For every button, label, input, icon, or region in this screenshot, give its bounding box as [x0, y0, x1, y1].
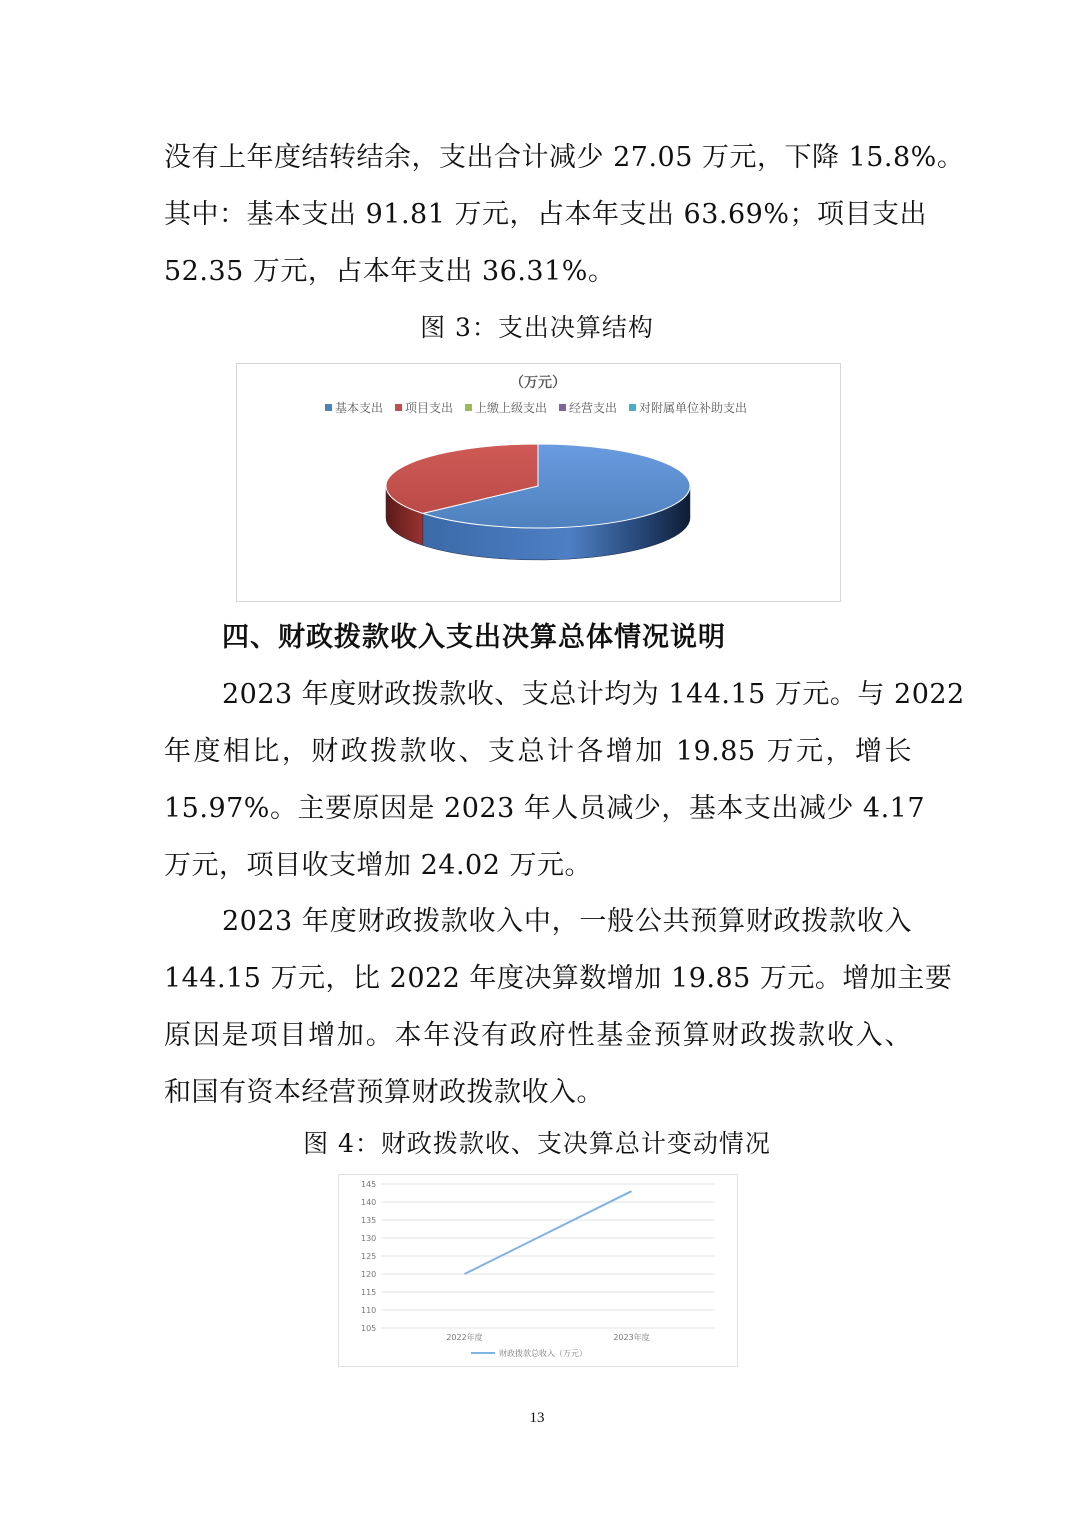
section4-heading: 四、财政拨款收入支出决算总体情况说明 [222, 622, 726, 653]
paragraph2-line3: 15.97%。主要原因是 2023 年人员减少，基本支出减少 4.17 [164, 793, 926, 824]
line-chart-x-tick: 2022年度 [446, 1333, 483, 1342]
pie-legend-swatch [325, 404, 332, 411]
pie-legend-label: 基本支出 [335, 401, 384, 415]
paragraph3-line4: 和国有资本经营预算财政拨款收入。 [164, 1077, 604, 1108]
paragraph3-line1: 2023 年度财政拨款收入中，一般公共预算财政拨款收入 [222, 906, 912, 937]
paragraph2-line4: 万元，项目收支增加 24.02 万元。 [164, 850, 592, 881]
pie-legend-label: 对附属单位补助支出 [639, 401, 748, 415]
pie-slices [386, 444, 690, 560]
paragraph1-line1: 没有上年度结转结余，支出合计减少 27.05 万元，下降 15.8%。 [164, 142, 965, 173]
pie-title: （万元） [510, 375, 566, 391]
line-chart-series-line [465, 1191, 632, 1274]
line-chart-y-tick: 125 [361, 1252, 377, 1261]
line-chart-x-tick: 2023年度 [613, 1333, 650, 1342]
line-chart-x-axis [446, 1332, 649, 1342]
line-chart-y-tick: 115 [361, 1288, 377, 1297]
pie-legend-swatch [559, 404, 566, 411]
line-chart-legend [471, 1348, 587, 1358]
pie-legend-swatch [629, 404, 636, 411]
page-number: 13 [529, 1410, 545, 1426]
line-chart-y-tick: 145 [361, 1180, 377, 1189]
paragraph2-line1: 2023 年度财政拨款收、支总计均为 144.15 万元。与 2022 [222, 679, 965, 710]
pie-legend-swatch [395, 404, 402, 411]
pie-legend-label: 经营支出 [569, 401, 618, 415]
line-chart-y-axis [361, 1180, 376, 1333]
pie-legend-label: 上缴上级支出 [475, 401, 548, 415]
line-chart-container [338, 1174, 738, 1367]
paragraph3-line2: 144.15 万元，比 2022 年度决算数增加 19.85 万元。增加主要 [164, 963, 953, 994]
line-chart [339, 1175, 737, 1366]
line-chart-legend-label: 财政拨款总收入（万元） [499, 1349, 587, 1358]
paragraph3-line3: 原因是项目增加。本年没有政府性基金预算财政拨款收入、 [164, 1020, 912, 1051]
line-chart-y-tick: 110 [361, 1306, 377, 1315]
figure4-caption: 图 4：财政拨款收、支决算总计变动情况 [303, 1129, 771, 1158]
line-chart-y-tick: 120 [361, 1270, 377, 1279]
paragraph1-line2: 其中：基本支出 91.81 万元，占本年支出 63.69%；项目支出 [164, 199, 927, 230]
figure3-caption: 图 3：支出决算结构 [420, 313, 654, 342]
paragraph2-line2: 年度相比，财政拨款收、支总计各增加 19.85 万元，增长 [164, 736, 912, 767]
line-chart-y-tick: 135 [361, 1216, 377, 1225]
pie-chart-container [236, 363, 841, 602]
pie-legend-label: 项目支出 [405, 401, 454, 415]
paragraph1-line3: 52.35 万元，占本年支出 36.31%。 [164, 256, 616, 287]
line-chart-y-tick: 140 [361, 1198, 377, 1207]
line-chart-y-tick: 130 [361, 1234, 377, 1243]
pie-legend [325, 400, 747, 415]
line-chart-y-tick: 105 [361, 1324, 377, 1333]
pie-chart [237, 364, 840, 601]
line-chart-grid [381, 1184, 715, 1328]
pie-legend-swatch [465, 404, 472, 411]
line-chart-series [465, 1191, 632, 1274]
